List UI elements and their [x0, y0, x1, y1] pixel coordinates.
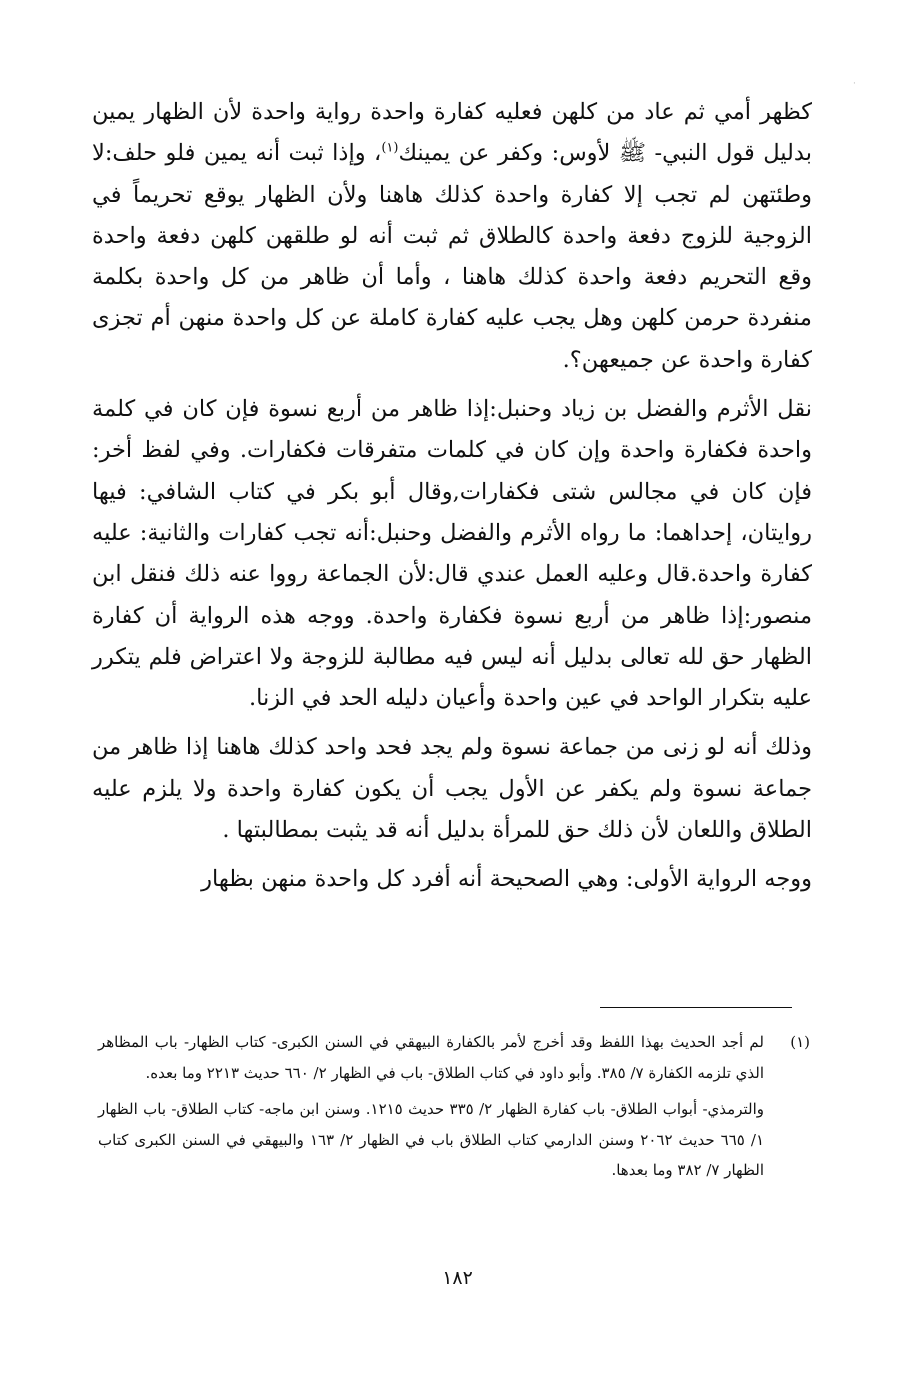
footnote-paragraph-1: لم أجد الحديث بهذا اللفظ وقد أخرج لأمر بالكفارة البيهقي في السنن الكبرى- كتاب الظهار- باب المظاهر الذي تلزمه الكفارة ٧/ ٣٨٥. وأبو داود في كتاب الطلاق- باب في الظهار ٢/ ٦٦٠ حديث ٢٢١٣ وما بعده. — [98, 1033, 764, 1082]
page-number: ١٨٢ — [442, 1267, 473, 1289]
footnotes-section — [98, 1027, 810, 1186]
footnote-1 — [98, 1027, 810, 1186]
paragraph-1 — [92, 92, 812, 381]
paragraph-4: ووجه الرواية الأولى: وهي الصحيحة أنه أفرد كل واحدة منهن بظهار — [201, 866, 812, 893]
footnote-divider — [600, 1007, 792, 1008]
main-text — [92, 92, 812, 901]
footnote-paragraph-2: والترمذي- أبواب الطلاق- باب كفارة الظهار ٢/ ٣٣٥ حديث ١٢١٥. وسنن ابن ماجه- كتاب الطلاق- باب الظهار ١/ ٦٦٥ حديث ٢٠٦٢ وسنن الدارمي كتاب الطلاق باب في الظهار ٢/ ١٦٣ والبيهقي في السنن الكبرى كتاب الظهار ٧/ ٣٨٢ وما بعدها. — [98, 1100, 765, 1179]
paragraph-3: وذلك أنه لو زنى من جماعة نسوة ولم يجد فحد واحد كذلك هاهنا إذا ظاهر من جماعة نسوة ولم يكفر عن الأول يجب أن يكون كفارة واحدة ولا يلزم عليه الطلاق واللعان لأن ذلك حق للمرأة بدليل أنه قد يثبت بمطالبتها . — [92, 734, 812, 844]
paragraph-2: نقل الأثرم والفضل بن زياد وحنبل:إذا ظاهر من أربع نسوة فإن كان في كلمة واحدة فكفارة واحدة وإن كان في كلمات متفرقات فكفارات. وفي لفظ أخر: فإن كان في مجالس شتى فكفارات,وقال أبو بكر في كتاب الشافي: فيها روايتان، إحداهما: ما رواه الأثرم والفضل وحنبل:أنه تجب كفارات والثانية: عليه كفارة واحدة.قال وعليه العمل عندي قال:لأن الجماعة رووا عنه ذلك فنقل ابن منصور:إذا ظاهر من أربع نسوة فكفارة واحدة. ووجه هذه الرواية أن كفارة الظهار حق لله تعالى بدليل أنه ليس فيه مطالبة للزوجة ولا اعتراض فلم يتكرر عليه بتكرار الواحد في عين واحدة وأعيان دليله الحد في الزنا. — [92, 396, 812, 712]
paragraph-1-end: ، وإذا ثبت أنه يمين فلو حلف:لا وطئتهن لم تجب إلا كفارة واحدة كذلك هاهنا ولأن الظهار يوقع تحريماً في الزوجية للزوج دفعة واحدة كالطلاق ثم ثبت أنه لو طلقهن كلهن دفعة واحدة وقع التحريم دفعة واحدة كذلك هاهنا ، وأما أن ظاهر من كل واحدة بكلمة منفردة حرمن كلهن وهل يجب عليه كفارة كاملة عن كل واحدة منهن أم تجزى كفارة واحدة عن جميعهن؟. — [92, 140, 812, 373]
footnote-number: (١) — [790, 1033, 810, 1051]
scan-mark: · — [853, 79, 856, 89]
footnote-reference[interactable]: (١) — [381, 140, 399, 156]
footnote-body — [98, 1027, 764, 1186]
paragraph-1-start: كظهر أمي ثم عاد من كلهن فعليه كفارة واحدة رواية واحدة لأن الظهار يمين بدليل قول النبي- ﷺ لأوس: وكفر عن يمينك — [92, 99, 812, 167]
